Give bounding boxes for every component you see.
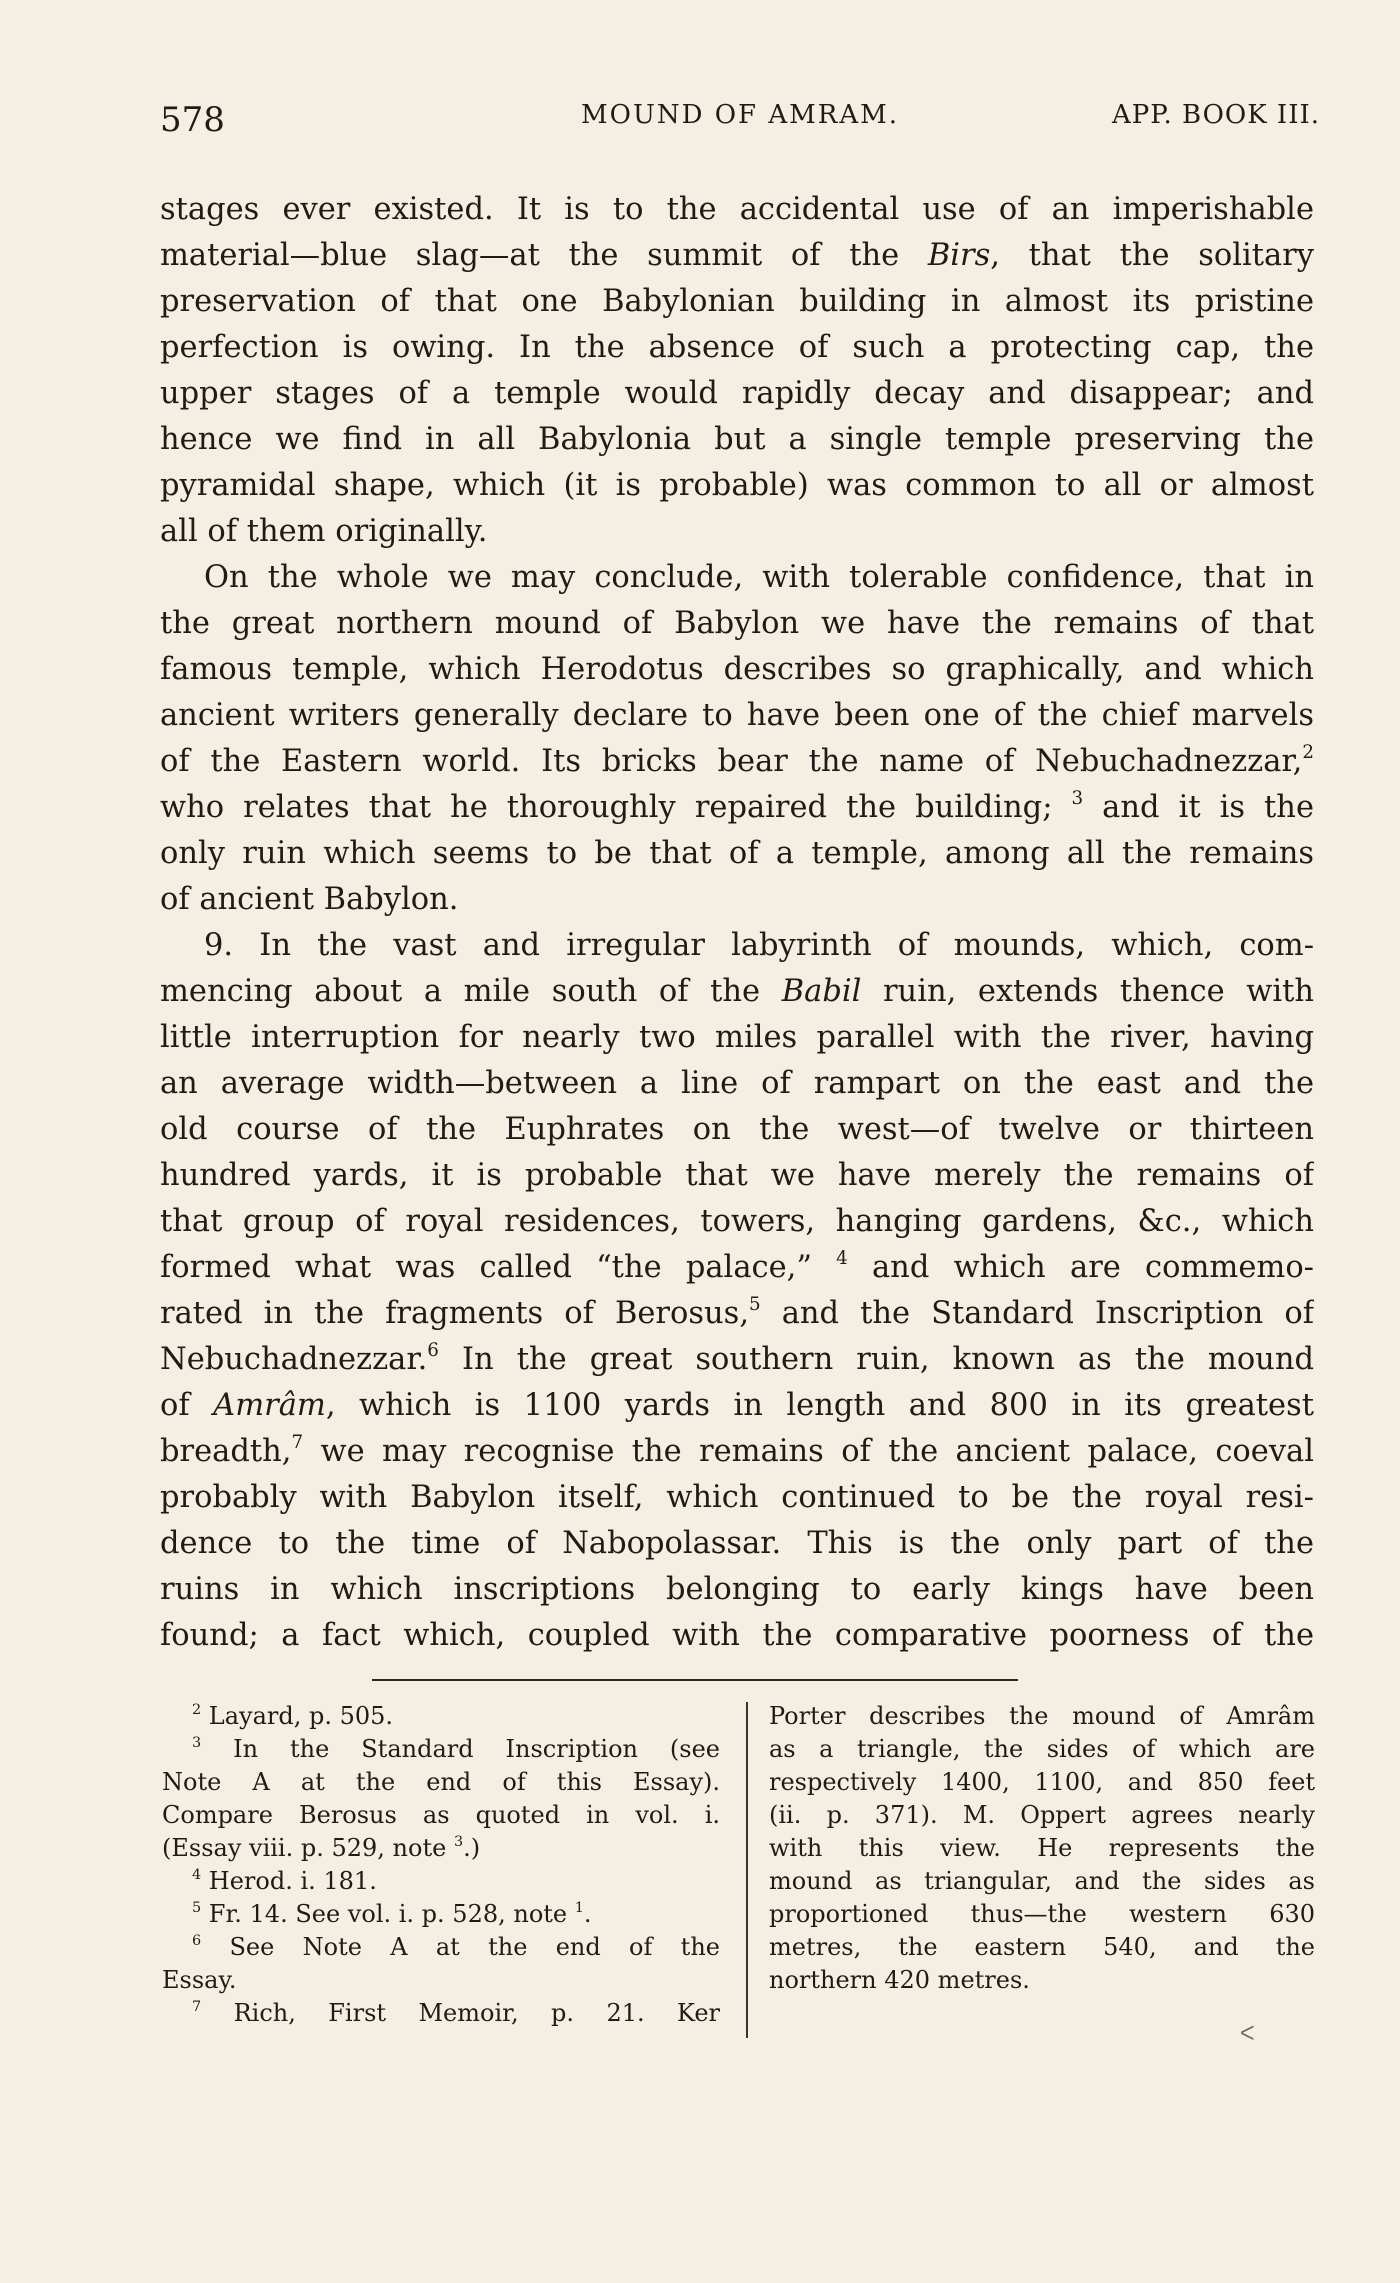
text-run: formed what was called “the palace,” <box>160 1250 837 1285</box>
text-run: who relates that he thoroughly repaired the building; <box>160 790 1072 825</box>
footnote-ref: 3 <box>192 1734 202 1751</box>
footnote-ref: 3 <box>1071 788 1084 810</box>
text-line <box>160 279 1314 325</box>
text-run: respectively 1400, 1100, and 850 feet <box>769 1768 1315 1796</box>
footnote-line <box>769 1931 1315 1964</box>
text-run: (ii. p. 371). M. Oppert agrees nearly <box>769 1801 1315 1829</box>
footnote-ref: 7 <box>192 1998 202 2015</box>
text-run: hence we find in all Babylonia but a single temple preserving the <box>160 422 1314 457</box>
text-run: mound as triangular, and the sides as <box>769 1867 1315 1895</box>
footnote-ref: 3 <box>453 1833 464 1850</box>
text-run: of ancient Babylon. <box>160 882 459 917</box>
text-run: mencing about a mile south of the <box>160 974 782 1009</box>
footnote-line <box>162 1931 720 1964</box>
italic-text: Amrâm <box>213 1388 326 1423</box>
text-line <box>160 417 1314 463</box>
footnote-line <box>162 1700 720 1733</box>
text-line <box>160 187 1314 233</box>
footnote-ref: 6 <box>427 1340 439 1362</box>
text-run: material—blue slag—at the summit of the <box>160 238 928 273</box>
text-run: preservation of that one Babylonian building in almost its pristine <box>160 284 1314 319</box>
text-run: old course of the Euphrates on the west—of twelve or thirteen <box>160 1112 1314 1147</box>
text-line <box>160 233 1314 279</box>
text-run: Fr. 14. See vol. i. p. 528, note <box>201 1900 575 1928</box>
text-line <box>160 1291 1314 1337</box>
text-run: and it is the <box>1083 790 1314 825</box>
text-line <box>160 693 1314 739</box>
footnote-line <box>162 1832 720 1865</box>
text-run: dence to the time of Nabopolassar. This is the only part of the <box>160 1526 1314 1561</box>
section-label: APP. BOOK III. <box>1111 100 1320 130</box>
footnote-line <box>769 1700 1315 1733</box>
text-run: , which is 1100 yards in length and 800 in its greatest <box>325 1388 1314 1423</box>
text-run: On the whole we may conclude, with tolerable confidence, that in <box>204 560 1314 595</box>
text-run: metres, the eastern 540, and the <box>769 1933 1315 1961</box>
footnote-ref: 5 <box>749 1294 761 1316</box>
text-run: hundred yards, it is probable that we have merely the remains of <box>160 1158 1314 1193</box>
text-line <box>160 785 1314 831</box>
footnotes-left-column <box>162 1700 720 2030</box>
footnote-line <box>162 1766 720 1799</box>
running-head <box>160 100 1320 148</box>
text-run: northern 420 metres. <box>769 1966 1030 1994</box>
text-run: Compare Berosus as quoted in vol. i. <box>162 1801 720 1829</box>
text-line <box>160 923 1314 969</box>
text-run: In the Standard Inscription (see <box>201 1735 720 1763</box>
text-line <box>160 601 1314 647</box>
text-line <box>160 1153 1314 1199</box>
text-run: rated in the fragments of Berosus, <box>160 1296 750 1331</box>
text-line <box>160 1337 1314 1383</box>
text-run: Herod. i. 181. <box>201 1867 377 1895</box>
text-run: and the Standard Inscription of <box>760 1296 1314 1331</box>
text-line <box>160 509 1314 555</box>
footnote-ref: 4 <box>836 1248 848 1270</box>
text-run: as a triangle, the sides of which are <box>769 1735 1315 1763</box>
italic-text: Babil <box>781 974 862 1009</box>
text-run: we may recognise the remains of the ancient palace, coeval <box>303 1434 1314 1469</box>
footnote-ref: 2 <box>192 1701 202 1718</box>
text-run: .) <box>463 1834 481 1862</box>
text-run: famous temple, which Herodotus describes so graphically, and which <box>160 652 1314 687</box>
text-run: perfection is owing. In the absence of such a protecting cap, the <box>160 330 1314 365</box>
footnote-line <box>769 1799 1315 1832</box>
footnote-line <box>162 1799 720 1832</box>
text-run: little interruption for nearly two miles parallel with the river, having <box>160 1020 1314 1055</box>
footnote-line <box>162 1997 720 2030</box>
text-run: , that the solitary <box>990 238 1314 273</box>
text-run: . <box>583 1900 592 1928</box>
text-run: Porter describes the mound of Amrâm <box>769 1702 1315 1730</box>
text-run: Nebuchadnezzar. <box>160 1342 428 1377</box>
text-line <box>160 969 1314 1015</box>
text-line <box>160 555 1314 601</box>
footnote-rule <box>372 1679 1018 1681</box>
text-line <box>160 1015 1314 1061</box>
text-run: 9. In the vast and irregular labyrinth of mounds, which, com- <box>204 928 1314 963</box>
text-run: stages ever existed. It is to the accidental use of an imperishable <box>160 192 1314 227</box>
footnote-ref: 4 <box>192 1866 202 1883</box>
text-line <box>160 1061 1314 1107</box>
footnote-line <box>769 1964 1315 1997</box>
page-number: 578 <box>160 100 225 140</box>
text-run: ruin, extends thence with <box>861 974 1314 1009</box>
footnote-line <box>769 1733 1315 1766</box>
text-run: the great northern mound of Babylon we have the remains of that <box>160 606 1314 641</box>
main-text <box>160 187 1314 1659</box>
text-line <box>160 1107 1314 1153</box>
text-line <box>160 371 1314 417</box>
text-run: pyramidal shape, which (it is probable) was common to all or almost <box>160 468 1314 503</box>
footnote-ref: 5 <box>192 1899 202 1916</box>
text-run: an average width—between a line of rampart on the east and the <box>160 1066 1314 1101</box>
text-run: Rich, First Memoir, p. 21. Ker <box>201 1999 720 2027</box>
text-run: (Essay viii. p. 529, note <box>162 1834 454 1862</box>
text-line <box>160 1429 1314 1475</box>
text-run: probably with Babylon itself, which continued to be the royal resi- <box>160 1480 1314 1515</box>
text-run: proportioned thus—the western 630 <box>769 1900 1315 1928</box>
text-line <box>160 739 1314 785</box>
footnote-line <box>162 1865 720 1898</box>
text-run: found; a fact which, coupled with the comparative poorness of the <box>160 1618 1314 1653</box>
text-line <box>160 877 1314 923</box>
footnote-line <box>769 1766 1315 1799</box>
footnote-ref: 7 <box>291 1432 304 1454</box>
footnote-ref: 1 <box>574 1899 584 1916</box>
footnote-line <box>162 1898 720 1931</box>
footnote-ref: 6 <box>192 1932 202 1949</box>
footnote-line <box>769 1832 1315 1865</box>
footnotes-right-column <box>769 1700 1315 1997</box>
text-run: breadth, <box>160 1434 292 1469</box>
footnote-line <box>162 1964 720 1997</box>
text-run: Essay. <box>162 1966 237 1994</box>
text-line <box>160 1567 1314 1613</box>
text-line <box>160 1383 1314 1429</box>
text-line <box>160 1475 1314 1521</box>
text-run: Note A at the end of this Essay). <box>162 1768 720 1796</box>
text-run: and which are commemo- <box>847 1250 1314 1285</box>
text-line <box>160 647 1314 693</box>
footnote-line <box>162 1733 720 1766</box>
text-run: Layard, p. 505. <box>201 1702 394 1730</box>
text-line <box>160 1613 1314 1659</box>
footnote-ref: 2 <box>1302 742 1314 764</box>
footnote-line <box>769 1898 1315 1931</box>
text-line <box>160 831 1314 877</box>
text-run: See Note A at the end of the <box>201 1933 720 1961</box>
footnote-column-divider <box>746 1702 748 2038</box>
italic-text: Birs <box>927 238 991 273</box>
text-run: only ruin which seems to be that of a temple, among all the remains <box>160 836 1314 871</box>
running-title: MOUND OF AMRAM. <box>581 100 899 130</box>
text-line <box>160 1521 1314 1567</box>
text-run: upper stages of a temple would rapidly decay and disappear; and <box>160 376 1314 411</box>
text-line <box>160 1245 1314 1291</box>
text-line <box>160 1199 1314 1245</box>
text-run: ruins in which inscriptions belonging to early kings have been <box>160 1572 1314 1607</box>
text-run: with this view. He represents the <box>769 1834 1315 1862</box>
footnote-line <box>769 1865 1315 1898</box>
text-run: of <box>160 1388 214 1423</box>
stray-mark: ᐸ <box>1240 2021 1255 2045</box>
text-run: all of them originally. <box>160 514 488 549</box>
text-run: In the great southern ruin, known as the mound <box>438 1342 1314 1377</box>
text-run: that group of royal residences, towers, hanging gardens, &c., which <box>160 1204 1314 1239</box>
text-run: ancient writers generally declare to have been one of the chief marvels <box>160 698 1314 733</box>
text-run: of the Eastern world. Its bricks bear the name of Nebuchadnezzar, <box>160 744 1303 779</box>
text-line <box>160 463 1314 509</box>
text-line <box>160 325 1314 371</box>
